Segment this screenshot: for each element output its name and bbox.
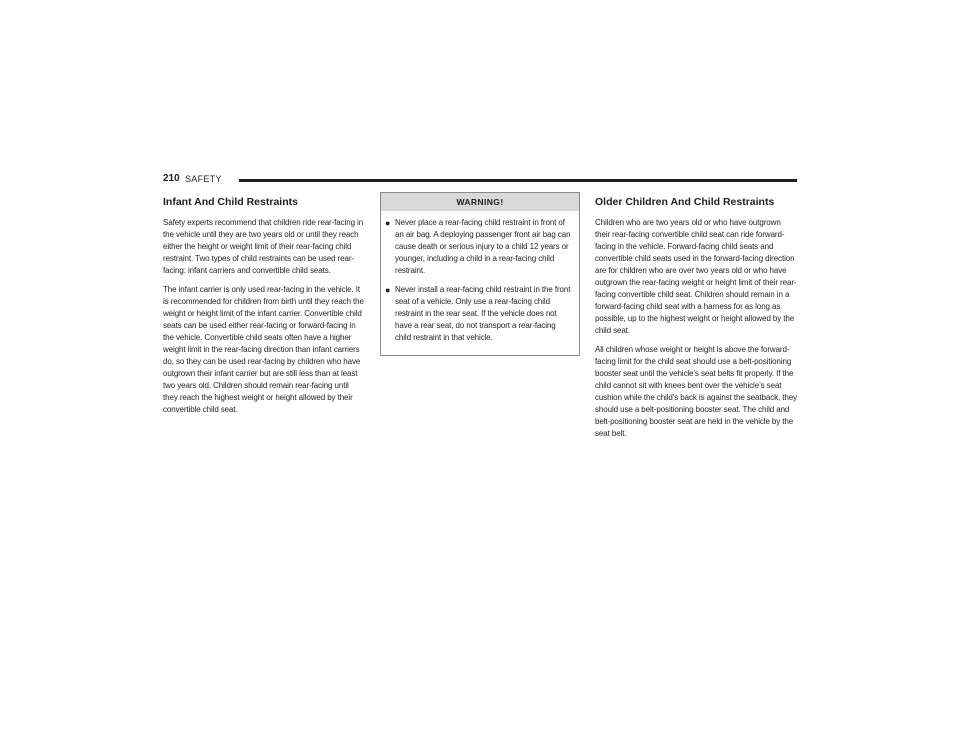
warning-box bbox=[380, 192, 580, 356]
infant-restraints-heading: Infant And Child Restraints bbox=[163, 196, 298, 208]
warning-item bbox=[385, 284, 572, 344]
warning-item-text: Never install a rear-facing child restraint in the front seat of a vehicle. Only use a rear-facing child restraint in the rear seat. If the vehicle does not have a rear seat, do not transport a rear-facing child restraint in that vehicle. bbox=[395, 285, 571, 342]
left-column bbox=[163, 192, 364, 423]
page-number: 210 bbox=[163, 173, 180, 184]
warning-title: WARNING! bbox=[381, 193, 579, 211]
right-column bbox=[595, 192, 797, 447]
older-children-paragraph-1: Children who are two years old or who have outgrown their rear-facing convertible child seat can ride forward-facing in the vehicle. Forward-facing child seats and convertible child seats used in the forward-facing direction are for children who are over two years old or who have outgrown the rear-facing weight or height limit of their rear-facing convertible child seat. Children should remain in a forward-facing child seat with a harness for as long as possible, up to the highest weight or height allowed by the child seat. bbox=[595, 218, 797, 335]
warning-item bbox=[385, 217, 572, 277]
warning-item-text: Never place a rear-facing child restraint in front of an air bag. A deploying passenger front air bag can cause death or serious injury to a child 12 years or younger, including a child in a rear-facing child restraint. bbox=[395, 218, 571, 275]
section-title: SAFETY bbox=[185, 174, 222, 184]
warning-body bbox=[381, 211, 579, 355]
infant-restraints-paragraph-1: Safety experts recommend that children ride rear-facing in the vehicle until they are two years old or until they reach either the height or weight limit of their rear-facing child restraint. Two types of child restraints can be used rear-facing: infant carriers and convertible child seats. bbox=[163, 218, 364, 275]
older-children-paragraph-2: All children whose weight or height is above the forward-facing limit for the child seat should use a belt-positioning booster seat until the vehicle’s seat belts fit properly. If the child cannot sit with knees bent over the vehicle’s seat cushion while the child’s back is against the seatback, they should use a belt-positioning booster seat. The child and belt-positioning booster seat are held in the vehicle by the seat belt. bbox=[595, 345, 797, 438]
header-divider bbox=[239, 179, 797, 182]
infant-restraints-paragraph-2: The infant carrier is only used rear-facing in the vehicle. It is recommended for children from birth until they reach the weight or height limit of the infant carrier. Convertible child seats can be used either rear-facing or forward-facing in the vehicle. Convertible child seats often have a higher weight limit in the rear-facing direction than infant carriers do, so they can be used rear-facing by children who have outgrown their infant carrier but are still less than at least two years old. Children should remain rear-facing until they reach the highest weight or height allowed by their convertible child seat. bbox=[163, 285, 364, 414]
older-children-heading: Older Children And Child Restraints bbox=[595, 196, 775, 208]
bullet-icon: ● bbox=[385, 285, 391, 295]
middle-column bbox=[380, 192, 580, 356]
bullet-icon: ● bbox=[385, 218, 391, 228]
page-header bbox=[163, 172, 797, 188]
